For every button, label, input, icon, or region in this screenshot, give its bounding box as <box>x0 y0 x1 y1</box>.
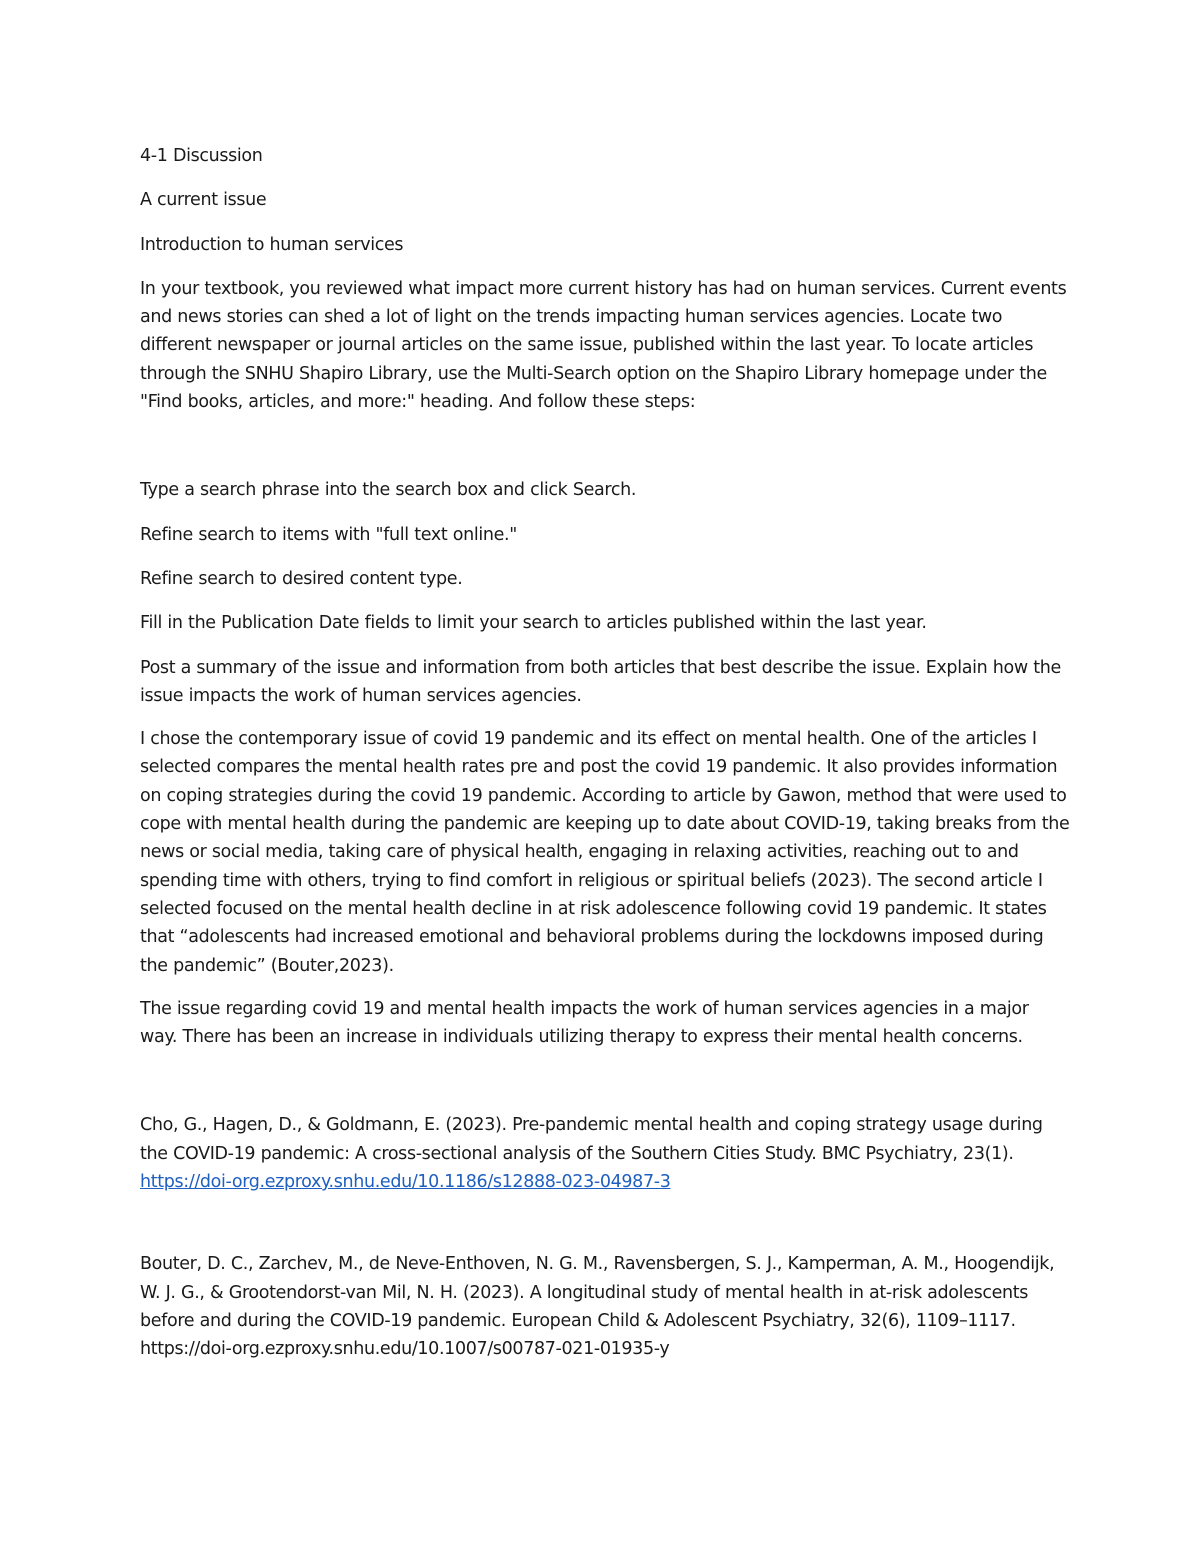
reference-1-text: Cho, G., Hagen, D., & Goldmann, E. (2023). Pre-pandemic mental health and coping strategy usage during the COVID-19 pandemic: A cross-sectional analysis of the Southern Cities Study. BMC Psychiatry, 23(1). <box>140 1115 1043 1164</box>
step-item: Refine search to items with "full text online." <box>140 524 517 545</box>
instruction-paragraph: Post a summary of the issue and information from both articles that best describe the issue. Explain how the issue impacts the work of human services agencies. <box>140 657 1061 706</box>
response-paragraph-2: The issue regarding covid 19 and mental health impacts the work of human services agencies in a major way. There has been an increase in individuals utilizing therapy to express their mental health concerns. <box>140 998 1029 1048</box>
document-subtitle: A current issue <box>140 190 267 211</box>
step-item: Refine search to desired content type. <box>140 568 463 589</box>
document-title: 4-1 Discussion <box>140 146 263 166</box>
document-page <box>140 142 1070 1364</box>
reference-1-link[interactable]: https://doi-org.ezproxy.snhu.edu/10.1186/s12888-023-04987-3 <box>140 1172 671 1193</box>
prompt-paragraph: In your textbook, you reviewed what impact more current history has had on human services. Current events and news stories can shed a lot of light on the trends impacting human services agencies. Locate two different newspaper or journal articles on the same issue, published within the last year. To locate articles through the SNHU Shapiro Library, use the Multi-Search option on the Shapiro Library homepage under the "Find books, articles, and more:" heading. And follow these steps: <box>140 278 1067 413</box>
response-paragraph-1: I chose the contemporary issue of covid 19 pandemic and its effect on mental health. One of the articles I selected compares the mental health rates pre and post the covid 19 pandemic. It also provides information on coping strategies during the covid 19 pandemic. According to article by Gawon, method that were used to cope with mental health during the pandemic are keeping up to date about COVID-19, taking breaks from the news or social media, taking care of physical health, engaging in relaxing activities, reaching out to and spending time with others, trying to find comfort in religious or spiritual beliefs (2023). The second article I selected focused on the mental health decline in at risk adolescence following covid 19 pandemic. It states that “adolescents had increased emotional and behavioral problems during the lockdowns imposed during the pandemic” (Bouter,2023). <box>140 729 1070 976</box>
reference-1 <box>140 1111 1070 1196</box>
reference-2: Bouter, D. C., Zarchev, M., de Neve-Enthoven, N. G. M., Ravensbergen, S. J., Kamperman, A. M., Hoogendijk, W. J. G., & Grootendorst-van Mil, N. H. (2023). A longitudinal study of mental health in at-risk adolescents before and during the COVID-19 pandemic. European Child & Adolescent Psychiatry, 32(6), 1109–1117. https://doi-org.ezproxy.snhu.edu/10.1007/s00787-021-01935-y <box>140 1254 1055 1360</box>
course-name: Introduction to human services <box>140 234 404 255</box>
step-item: Fill in the Publication Date fields to limit your search to articles published within the last year. <box>140 613 927 634</box>
step-item: Type a search phrase into the search box and click Search. <box>140 480 637 501</box>
